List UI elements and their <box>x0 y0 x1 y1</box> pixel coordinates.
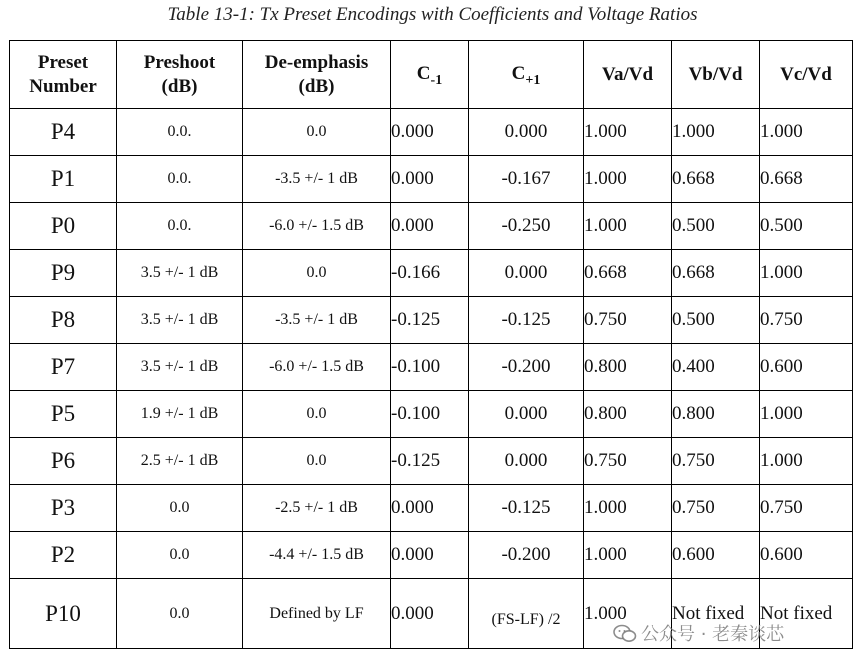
cell-vb-vd: 0.500 <box>672 203 760 250</box>
cell-preset: P0 <box>10 203 117 250</box>
cell-vc-vd: 0.600 <box>760 344 853 391</box>
cell-deemphasis: 0.0 <box>243 438 391 485</box>
table-caption: Table 13-1: Tx Preset Encodings with Coefficients and Voltage Ratios <box>167 4 698 25</box>
cell-c-plus1: 0.000 <box>469 391 584 438</box>
cell-deemphasis: 0.0 <box>243 391 391 438</box>
cell-c-minus1: 0.000 <box>391 109 469 156</box>
cell-preset: P8 <box>10 297 117 344</box>
cell-vb-vd: 0.800 <box>672 391 760 438</box>
cell-preset: P10 <box>10 579 117 649</box>
cell-c-plus1: -0.125 <box>469 485 584 532</box>
table-row <box>10 250 853 297</box>
cell-c-plus1: (FS-LF) /2 <box>469 579 584 649</box>
cell-c-plus1: -0.250 <box>469 203 584 250</box>
table-row <box>10 391 853 438</box>
cell-vc-vd: 1.000 <box>760 391 853 438</box>
cell-c-plus1: 0.000 <box>469 438 584 485</box>
cell-c-minus1: -0.125 <box>391 297 469 344</box>
cell-vb-vd: 1.000 <box>672 109 760 156</box>
cell-deemphasis: -6.0 +/- 1.5 dB <box>243 344 391 391</box>
table-body <box>10 109 853 649</box>
cell-vc-vd: Not fixed <box>760 579 853 649</box>
cell-preset: P5 <box>10 391 117 438</box>
cell-preset: P9 <box>10 250 117 297</box>
table-row <box>10 203 853 250</box>
cell-c-plus1: -0.200 <box>469 344 584 391</box>
cell-preset: P2 <box>10 532 117 579</box>
cell-c-plus1: 0.000 <box>469 250 584 297</box>
header-vb-vd: Vb/Vd <box>672 41 760 109</box>
cell-preshoot: 0.0 <box>117 532 243 579</box>
cell-preshoot: 0.0 <box>117 579 243 649</box>
cell-va-vd: 1.000 <box>584 203 672 250</box>
table-row <box>10 438 853 485</box>
cell-va-vd: 0.668 <box>584 250 672 297</box>
cell-deemphasis: 0.0 <box>243 250 391 297</box>
cell-c-plus1: 0.000 <box>469 109 584 156</box>
header-preshoot: Preshoot (dB) <box>117 41 243 109</box>
cell-vc-vd: 0.600 <box>760 532 853 579</box>
table-row <box>10 297 853 344</box>
cell-va-vd: 0.800 <box>584 344 672 391</box>
cell-va-vd: 1.000 <box>584 485 672 532</box>
table-row <box>10 156 853 203</box>
header-vc-vd: Vc/Vd <box>760 41 853 109</box>
table-row <box>10 344 853 391</box>
cell-vc-vd: 1.000 <box>760 250 853 297</box>
cell-c-minus1: 0.000 <box>391 156 469 203</box>
cell-va-vd: 1.000 <box>584 579 672 649</box>
cell-va-vd: 0.800 <box>584 391 672 438</box>
cell-preset: P3 <box>10 485 117 532</box>
preset-table <box>9 40 853 649</box>
cell-preshoot: 0.0. <box>117 156 243 203</box>
cell-vb-vd: 0.750 <box>672 485 760 532</box>
cell-c-minus1: -0.100 <box>391 344 469 391</box>
cell-deemphasis: -3.5 +/- 1 dB <box>243 297 391 344</box>
cell-preshoot: 0.0. <box>117 109 243 156</box>
cell-preset: P6 <box>10 438 117 485</box>
header-c-plus1: $C_{+1}$ <box>469 41 584 109</box>
cell-preshoot: 3.5 +/- 1 dB <box>117 297 243 344</box>
cell-preshoot: 1.9 +/- 1 dB <box>117 391 243 438</box>
cell-vb-vd: Not fixed <box>672 579 760 649</box>
cell-va-vd: 0.750 <box>584 438 672 485</box>
cell-preshoot: 0.0 <box>117 485 243 532</box>
cell-vc-vd: 0.750 <box>760 297 853 344</box>
table-row <box>10 485 853 532</box>
cell-c-minus1: 0.000 <box>391 532 469 579</box>
cell-va-vd: 0.750 <box>584 297 672 344</box>
header-c-minus1: $C_{-1}$ <box>391 41 469 109</box>
cell-preset: P7 <box>10 344 117 391</box>
cell-vc-vd: 0.500 <box>760 203 853 250</box>
cell-c-minus1: -0.166 <box>391 250 469 297</box>
cell-preset: P4 <box>10 109 117 156</box>
cell-va-vd: 1.000 <box>584 156 672 203</box>
cell-c-minus1: 0.000 <box>391 203 469 250</box>
cell-preshoot: 3.5 +/- 1 dB <box>117 344 243 391</box>
cell-vc-vd: 0.668 <box>760 156 853 203</box>
cell-preshoot: 3.5 +/- 1 dB <box>117 250 243 297</box>
cell-c-minus1: -0.125 <box>391 438 469 485</box>
cell-va-vd: 1.000 <box>584 532 672 579</box>
header-va-vd: Va/Vd <box>584 41 672 109</box>
cell-vb-vd: 0.750 <box>672 438 760 485</box>
cell-deemphasis: 0.0 <box>243 109 391 156</box>
cell-vc-vd: 0.750 <box>760 485 853 532</box>
cell-vb-vd: 0.668 <box>672 156 760 203</box>
cell-deemphasis: -6.0 +/- 1.5 dB <box>243 203 391 250</box>
cell-c-minus1: -0.100 <box>391 391 469 438</box>
header-row <box>10 41 853 109</box>
cell-deemphasis: -2.5 +/- 1 dB <box>243 485 391 532</box>
watermark <box>613 618 784 648</box>
header-preset: Preset Number <box>10 41 117 109</box>
cell-deemphasis: -3.5 +/- 1 dB <box>243 156 391 203</box>
cell-c-plus1: -0.167 <box>469 156 584 203</box>
cell-c-plus1: -0.125 <box>469 297 584 344</box>
header-deemphasis: De-emphasis (dB) <box>243 41 391 109</box>
cell-c-minus1: 0.000 <box>391 579 469 649</box>
cell-deemphasis: Defined by LF <box>243 579 391 649</box>
cell-vb-vd: 0.400 <box>672 344 760 391</box>
cell-vc-vd: 1.000 <box>760 109 853 156</box>
cell-c-plus1: -0.200 <box>469 532 584 579</box>
cell-preset: P1 <box>10 156 117 203</box>
table-row <box>10 532 853 579</box>
cell-preshoot: 0.0. <box>117 203 243 250</box>
wechat-icon <box>613 624 635 642</box>
table-row <box>10 109 853 156</box>
cell-c-minus1: 0.000 <box>391 485 469 532</box>
cell-va-vd: 1.000 <box>584 109 672 156</box>
watermark-text: 公众号 · 老秦谈芯 <box>641 624 785 645</box>
cell-vb-vd: 0.668 <box>672 250 760 297</box>
cell-vc-vd: 1.000 <box>760 438 853 485</box>
cell-deemphasis: -4.4 +/- 1.5 dB <box>243 532 391 579</box>
cell-vb-vd: 0.600 <box>672 532 760 579</box>
cell-vb-vd: 0.500 <box>672 297 760 344</box>
cell-preshoot: 2.5 +/- 1 dB <box>117 438 243 485</box>
